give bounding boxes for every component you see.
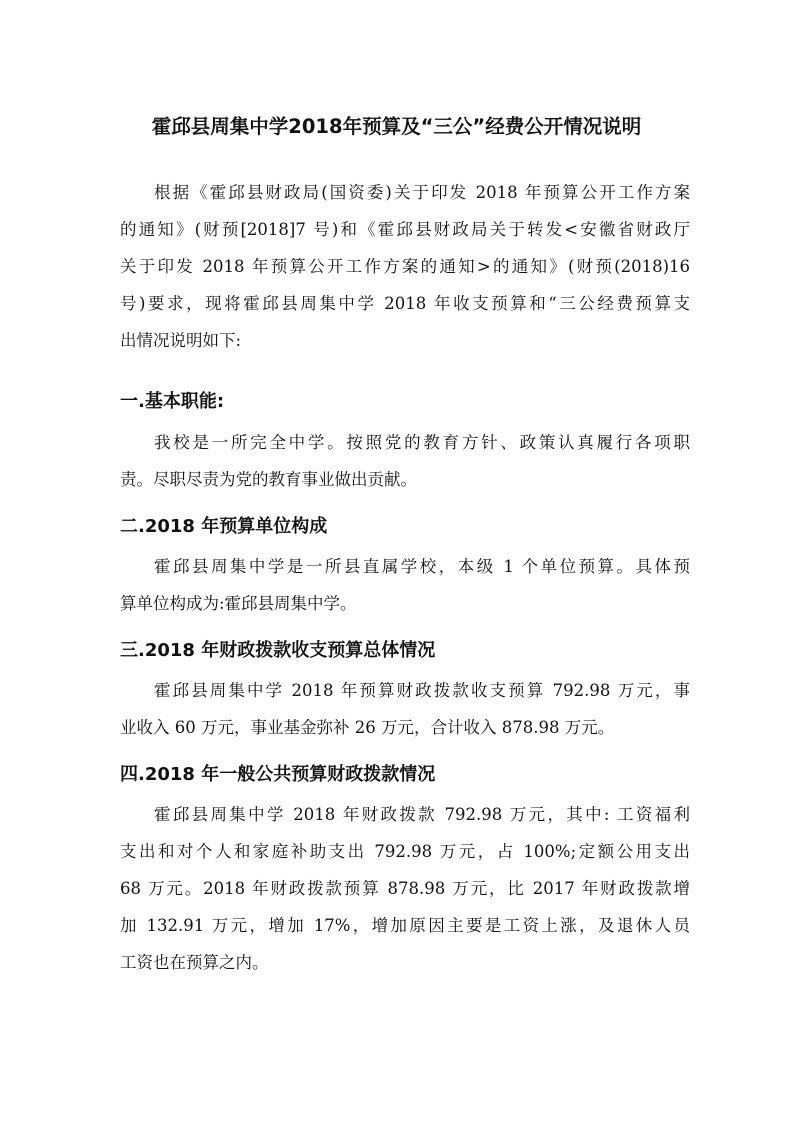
section-paragraph-overall-budget	[120, 672, 690, 746]
section-paragraph-budget-units	[120, 548, 690, 622]
section-line: 68 万元。2018 年财政拨款预算 878.98 万元，比 2017 年财政拨款增	[120, 879, 690, 898]
intro-line: 出情况说明如下:	[120, 331, 242, 350]
intro-line: 关于印发 2018 年预算公开工作方案的通知>的通知》(财预(2018)16	[120, 257, 690, 276]
section-line: 算单位构成为:霍邱县周集中学。	[120, 594, 357, 613]
intro-line: 的通知》(财预[2018]7 号)和《霍邱县财政局关于转发<安徽省财政厅	[120, 220, 690, 239]
section-line: 业收入 60 万元，事业基金弥补 26 万元，合计收入 878.98 万元。	[120, 718, 615, 737]
section-paragraph-general-public-budget	[120, 796, 690, 981]
section-line: 我校是一所完全中学。按照党的教育方针、政策认真履行各项职	[154, 433, 690, 452]
section-heading-budget-units: 二.2018 年预算单位构成	[120, 516, 328, 537]
section-line: 责。尽职尽责为党的教育事业做出贡献。	[120, 470, 417, 489]
section-line: 支出和对个人和家庭补助支出 792.98 万元，占 100%;定额公用支出	[120, 842, 690, 861]
section-line: 霍邱县周集中学是一所县直属学校，本级 1 个单位预算。具体预	[154, 557, 690, 576]
intro-line: 根据《霍邱县财政局(国资委)关于印发 2018 年预算公开工作方案	[154, 183, 690, 202]
section-line: 霍邱县周集中学 2018 年财政拨款 792.98 万元，其中: 工资福利	[154, 805, 690, 824]
section-heading-overall-budget: 三.2018 年财政拨款收支预算总体情况	[120, 640, 436, 661]
section-line: 工资也在预算之内。	[120, 953, 269, 972]
section-line: 霍邱县周集中学 2018 年预算财政拨款收支预算 792.98 万元，事	[154, 681, 690, 700]
document-title: 霍邱县周集中学2018年预算及“三公”经费公开情况说明	[151, 115, 642, 138]
section-line: 加 132.91 万元，增加 17%，增加原因主要是工资上涨，及退休人员	[120, 916, 690, 935]
section-paragraph-basic-functions	[120, 424, 690, 498]
section-heading-general-public-budget: 四.2018 年一般公共预算财政拨款情况	[120, 764, 436, 785]
section-heading-basic-functions: 一.基本职能:	[120, 391, 225, 412]
intro-paragraph	[120, 174, 690, 359]
intro-line: 号)要求，现将霍邱县周集中学 2018 年收支预算和“三公经费预算支	[120, 294, 690, 313]
